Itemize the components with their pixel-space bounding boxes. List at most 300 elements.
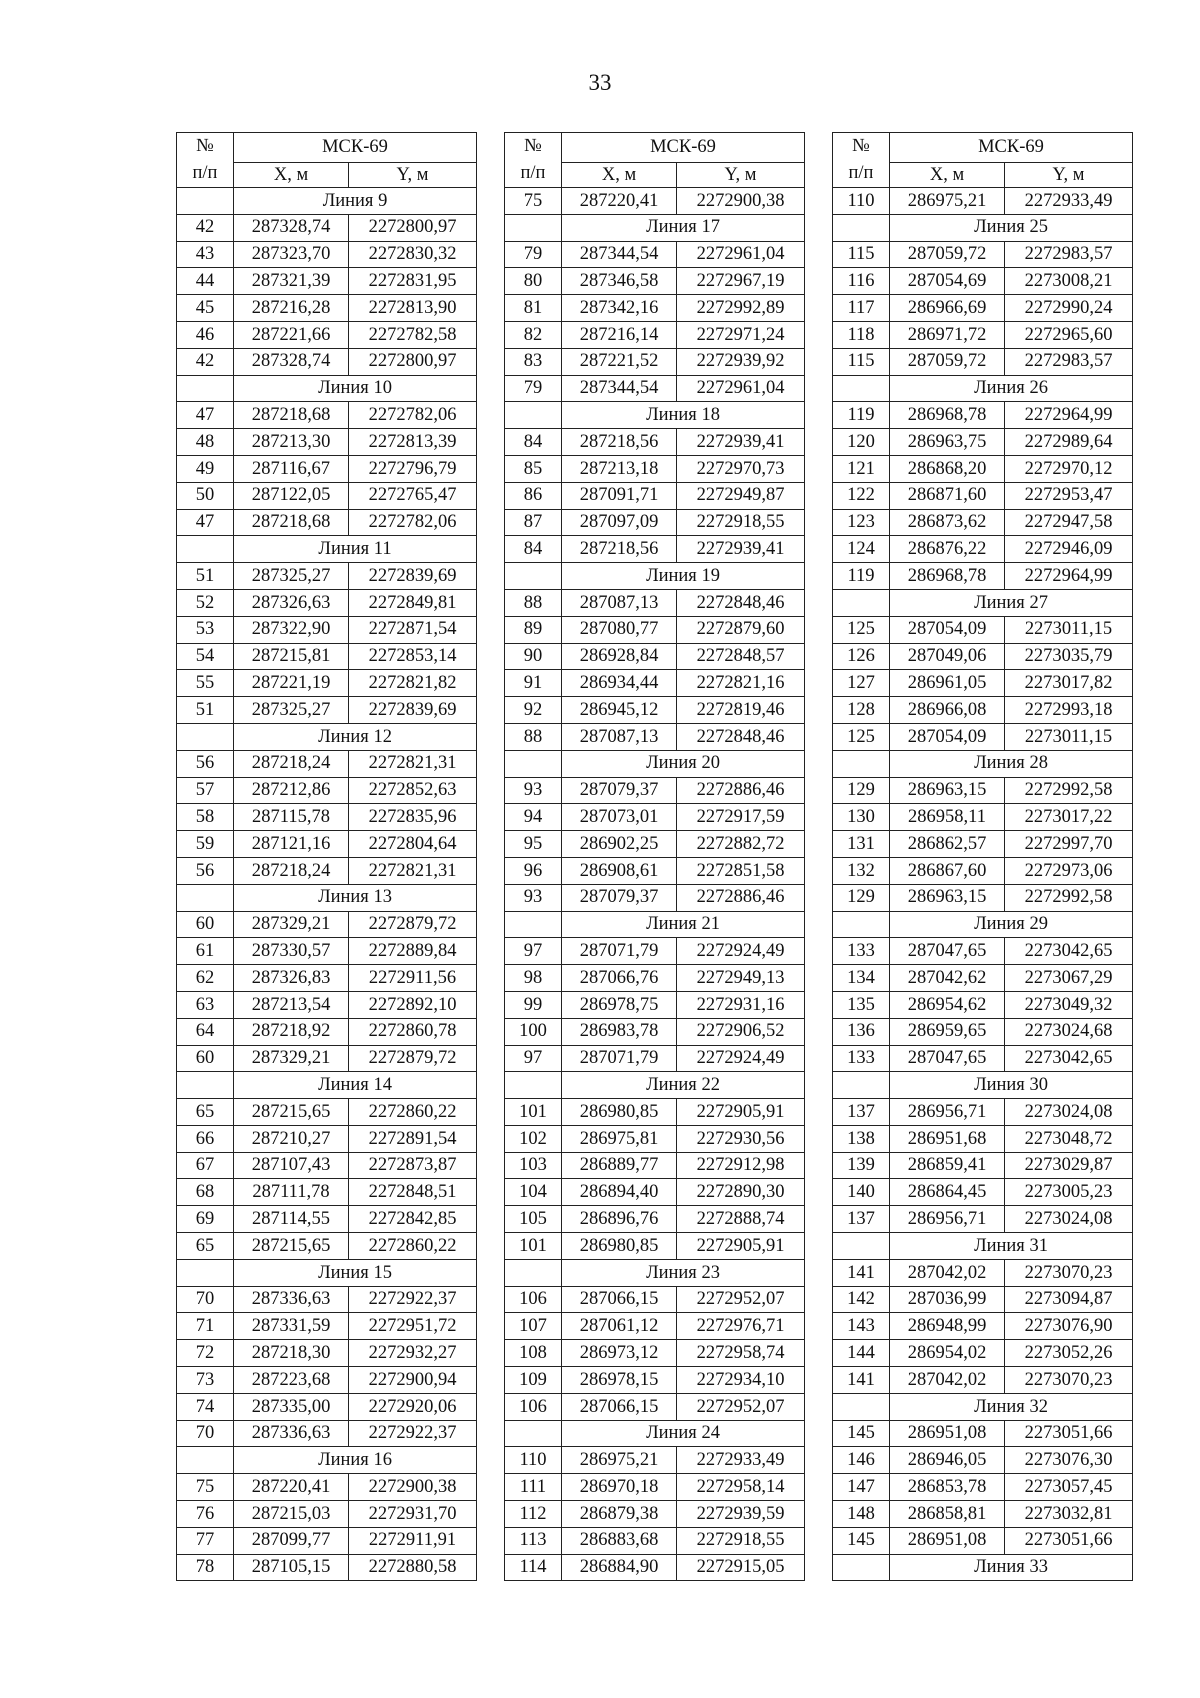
table-row xyxy=(833,1152,1133,1179)
line-title-blank xyxy=(505,402,562,429)
point-number: 142 xyxy=(833,1286,890,1313)
line-title-blank xyxy=(177,723,234,750)
header-y: Y, м xyxy=(349,163,477,188)
x-coordinate: 286968,78 xyxy=(890,563,1005,590)
table-row xyxy=(505,616,805,643)
y-coordinate: 2272852,63 xyxy=(349,777,477,804)
line-title: Линия 26 xyxy=(890,375,1133,402)
point-number: 108 xyxy=(505,1340,562,1367)
point-number: 92 xyxy=(505,697,562,724)
x-coordinate: 286862,57 xyxy=(890,831,1005,858)
x-coordinate: 286951,08 xyxy=(890,1527,1005,1554)
x-coordinate: 287220,41 xyxy=(562,188,677,215)
x-coordinate: 287122,05 xyxy=(234,482,349,509)
point-number: 76 xyxy=(177,1501,234,1528)
header-number xyxy=(505,133,562,188)
x-coordinate: 287218,24 xyxy=(234,857,349,884)
point-number: 55 xyxy=(177,670,234,697)
point-number: 136 xyxy=(833,1018,890,1045)
point-number: 82 xyxy=(505,321,562,348)
table-row xyxy=(833,1206,1133,1233)
point-number: 114 xyxy=(505,1554,562,1581)
point-number: 78 xyxy=(177,1554,234,1581)
header-number-abbr: п/п xyxy=(520,163,546,183)
y-coordinate: 2272821,82 xyxy=(349,670,477,697)
line-title-row xyxy=(505,563,805,590)
y-coordinate: 2272905,91 xyxy=(677,1099,805,1126)
line-title: Линия 23 xyxy=(562,1259,805,1286)
line-title-row xyxy=(833,1072,1133,1099)
table-row xyxy=(833,697,1133,724)
header-x: X, м xyxy=(890,163,1005,188)
line-title-row xyxy=(177,1259,477,1286)
point-number: 139 xyxy=(833,1152,890,1179)
table-row xyxy=(505,1393,805,1420)
point-number: 115 xyxy=(833,348,890,375)
coordinate-table-2 xyxy=(504,132,805,1581)
y-coordinate: 2272931,70 xyxy=(349,1501,477,1528)
y-coordinate: 2273094,87 xyxy=(1005,1286,1133,1313)
line-title-blank xyxy=(177,188,234,215)
y-coordinate: 2272804,64 xyxy=(349,831,477,858)
line-title-blank xyxy=(505,750,562,777)
y-coordinate: 2272800,97 xyxy=(349,214,477,241)
table-row xyxy=(177,589,477,616)
x-coordinate: 287105,15 xyxy=(234,1554,349,1581)
y-coordinate: 2273051,66 xyxy=(1005,1527,1133,1554)
table-row xyxy=(177,777,477,804)
table-row xyxy=(833,429,1133,456)
line-title-blank xyxy=(177,536,234,563)
table-row xyxy=(177,750,477,777)
table-row xyxy=(505,188,805,215)
line-title: Линия 21 xyxy=(562,911,805,938)
header-coordinate-system: МСК-69 xyxy=(562,133,805,163)
y-coordinate: 2272983,57 xyxy=(1005,241,1133,268)
x-coordinate: 286859,41 xyxy=(890,1152,1005,1179)
line-title-row xyxy=(177,1447,477,1474)
line-title-blank xyxy=(833,1072,890,1099)
y-coordinate: 2272851,58 xyxy=(677,857,805,884)
y-coordinate: 2272839,69 xyxy=(349,697,477,724)
point-number: 109 xyxy=(505,1367,562,1394)
y-coordinate: 2272813,90 xyxy=(349,295,477,322)
y-coordinate: 2272911,91 xyxy=(349,1527,477,1554)
point-number: 89 xyxy=(505,616,562,643)
table-row xyxy=(833,777,1133,804)
line-title-blank xyxy=(833,1393,890,1420)
y-coordinate: 2272989,64 xyxy=(1005,429,1133,456)
table-row xyxy=(177,911,477,938)
line-title: Линия 11 xyxy=(234,536,477,563)
table-row xyxy=(177,1367,477,1394)
table-row xyxy=(833,455,1133,482)
table-row xyxy=(177,1501,477,1528)
table-row xyxy=(505,1099,805,1126)
x-coordinate: 286978,15 xyxy=(562,1367,677,1394)
line-title-blank xyxy=(505,1259,562,1286)
table-row xyxy=(177,509,477,536)
x-coordinate: 286978,75 xyxy=(562,991,677,1018)
point-number: 145 xyxy=(833,1420,890,1447)
table-row xyxy=(833,831,1133,858)
y-coordinate: 2273024,08 xyxy=(1005,1099,1133,1126)
y-coordinate: 2272853,14 xyxy=(349,643,477,670)
x-coordinate: 286946,05 xyxy=(890,1447,1005,1474)
y-coordinate: 2272992,58 xyxy=(1005,777,1133,804)
line-title: Линия 24 xyxy=(562,1420,805,1447)
x-coordinate: 286970,18 xyxy=(562,1474,677,1501)
table-row xyxy=(177,1152,477,1179)
table-row xyxy=(505,241,805,268)
y-coordinate: 2272961,04 xyxy=(677,375,805,402)
x-coordinate: 286956,71 xyxy=(890,1099,1005,1126)
table-row xyxy=(505,1474,805,1501)
line-title-blank xyxy=(177,884,234,911)
x-coordinate: 287061,12 xyxy=(562,1313,677,1340)
point-number: 121 xyxy=(833,455,890,482)
table-row xyxy=(177,938,477,965)
table-row xyxy=(505,804,805,831)
x-coordinate: 287215,65 xyxy=(234,1099,349,1126)
line-title-blank xyxy=(505,563,562,590)
point-number: 59 xyxy=(177,831,234,858)
table-row xyxy=(177,1233,477,1260)
x-coordinate: 286868,20 xyxy=(890,455,1005,482)
y-coordinate: 2272939,59 xyxy=(677,1501,805,1528)
table-row xyxy=(505,831,805,858)
x-coordinate: 287215,81 xyxy=(234,643,349,670)
y-coordinate: 2272964,99 xyxy=(1005,563,1133,590)
point-number: 86 xyxy=(505,482,562,509)
table-row xyxy=(177,804,477,831)
y-coordinate: 2272831,95 xyxy=(349,268,477,295)
y-coordinate: 2272886,46 xyxy=(677,884,805,911)
x-coordinate: 287080,77 xyxy=(562,616,677,643)
x-coordinate: 287054,09 xyxy=(890,723,1005,750)
table-row xyxy=(177,1125,477,1152)
y-coordinate: 2272905,91 xyxy=(677,1233,805,1260)
x-coordinate: 287220,41 xyxy=(234,1474,349,1501)
table-row xyxy=(505,938,805,965)
table-row xyxy=(833,1099,1133,1126)
table-row xyxy=(177,402,477,429)
y-coordinate: 2272993,18 xyxy=(1005,697,1133,724)
header-number-sign: № xyxy=(524,136,542,157)
y-coordinate: 2272949,87 xyxy=(677,482,805,509)
point-number: 53 xyxy=(177,616,234,643)
line-title-blank xyxy=(833,911,890,938)
y-coordinate: 2273048,72 xyxy=(1005,1125,1133,1152)
table-row xyxy=(177,1420,477,1447)
x-coordinate: 286963,15 xyxy=(890,884,1005,911)
x-coordinate: 287054,69 xyxy=(890,268,1005,295)
table-row xyxy=(505,1313,805,1340)
point-number: 81 xyxy=(505,295,562,322)
line-title-row xyxy=(833,375,1133,402)
line-title: Линия 27 xyxy=(890,589,1133,616)
y-coordinate: 2272782,06 xyxy=(349,509,477,536)
point-number: 77 xyxy=(177,1527,234,1554)
table-row xyxy=(833,804,1133,831)
point-number: 137 xyxy=(833,1099,890,1126)
table-row xyxy=(177,697,477,724)
point-number: 122 xyxy=(833,482,890,509)
point-number: 52 xyxy=(177,589,234,616)
x-coordinate: 286954,02 xyxy=(890,1340,1005,1367)
x-coordinate: 287066,15 xyxy=(562,1286,677,1313)
point-number: 145 xyxy=(833,1527,890,1554)
table-row xyxy=(833,348,1133,375)
x-coordinate: 287210,27 xyxy=(234,1125,349,1152)
x-coordinate: 287087,13 xyxy=(562,589,677,616)
table-row xyxy=(505,723,805,750)
y-coordinate: 2273051,66 xyxy=(1005,1420,1133,1447)
y-coordinate: 2272888,74 xyxy=(677,1206,805,1233)
point-number: 137 xyxy=(833,1206,890,1233)
y-coordinate: 2272871,54 xyxy=(349,616,477,643)
x-coordinate: 286966,69 xyxy=(890,295,1005,322)
y-coordinate: 2272819,46 xyxy=(677,697,805,724)
point-number: 105 xyxy=(505,1206,562,1233)
point-number: 146 xyxy=(833,1447,890,1474)
x-coordinate: 286908,61 xyxy=(562,857,677,884)
y-coordinate: 2273024,68 xyxy=(1005,1018,1133,1045)
x-coordinate: 287115,78 xyxy=(234,804,349,831)
table-row xyxy=(833,991,1133,1018)
x-coordinate: 286971,72 xyxy=(890,321,1005,348)
table-row xyxy=(505,1125,805,1152)
line-title-row xyxy=(833,911,1133,938)
header-number xyxy=(177,133,234,188)
header-coordinate-system: МСК-69 xyxy=(890,133,1133,163)
y-coordinate: 2272906,52 xyxy=(677,1018,805,1045)
y-coordinate: 2272952,07 xyxy=(677,1286,805,1313)
point-number: 70 xyxy=(177,1286,234,1313)
point-number: 85 xyxy=(505,455,562,482)
table-row xyxy=(833,1259,1133,1286)
y-coordinate: 2272882,72 xyxy=(677,831,805,858)
point-number: 93 xyxy=(505,777,562,804)
table-row xyxy=(833,1313,1133,1340)
table-row xyxy=(177,1393,477,1420)
x-coordinate: 286864,45 xyxy=(890,1179,1005,1206)
x-coordinate: 287328,74 xyxy=(234,348,349,375)
point-number: 117 xyxy=(833,295,890,322)
point-number: 119 xyxy=(833,402,890,429)
table-row xyxy=(833,884,1133,911)
point-number: 99 xyxy=(505,991,562,1018)
table-row xyxy=(505,482,805,509)
table-row xyxy=(177,857,477,884)
point-number: 71 xyxy=(177,1313,234,1340)
y-coordinate: 2272880,58 xyxy=(349,1554,477,1581)
x-coordinate: 286871,60 xyxy=(890,482,1005,509)
table-row xyxy=(833,295,1133,322)
point-number: 141 xyxy=(833,1259,890,1286)
point-number: 140 xyxy=(833,1179,890,1206)
point-number: 45 xyxy=(177,295,234,322)
point-number: 124 xyxy=(833,536,890,563)
table-row xyxy=(505,295,805,322)
table-row xyxy=(177,1179,477,1206)
table-row xyxy=(505,1018,805,1045)
x-coordinate: 286884,90 xyxy=(562,1554,677,1581)
line-title: Линия 14 xyxy=(234,1072,477,1099)
y-coordinate: 2273011,15 xyxy=(1005,723,1133,750)
x-coordinate: 286958,11 xyxy=(890,804,1005,831)
point-number: 50 xyxy=(177,482,234,509)
table-row xyxy=(833,509,1133,536)
x-coordinate: 287328,74 xyxy=(234,214,349,241)
x-coordinate: 287116,67 xyxy=(234,455,349,482)
header-x: X, м xyxy=(234,163,349,188)
header-x: X, м xyxy=(562,163,677,188)
table-row xyxy=(177,1527,477,1554)
line-title-row xyxy=(833,750,1133,777)
point-number: 49 xyxy=(177,455,234,482)
x-coordinate: 286934,44 xyxy=(562,670,677,697)
point-number: 101 xyxy=(505,1099,562,1126)
y-coordinate: 2272924,49 xyxy=(677,1045,805,1072)
y-coordinate: 2272949,13 xyxy=(677,965,805,992)
y-coordinate: 2272961,04 xyxy=(677,241,805,268)
y-coordinate: 2272860,22 xyxy=(349,1233,477,1260)
line-title-row xyxy=(505,750,805,777)
table-row xyxy=(177,1340,477,1367)
point-number: 129 xyxy=(833,777,890,804)
x-coordinate: 286980,85 xyxy=(562,1233,677,1260)
point-number: 132 xyxy=(833,857,890,884)
y-coordinate: 2272922,37 xyxy=(349,1420,477,1447)
y-coordinate: 2272873,87 xyxy=(349,1152,477,1179)
header-number-abbr: п/п xyxy=(848,163,874,183)
y-coordinate: 2272821,31 xyxy=(349,857,477,884)
point-number: 66 xyxy=(177,1125,234,1152)
x-coordinate: 287323,70 xyxy=(234,241,349,268)
line-title: Линия 10 xyxy=(234,375,477,402)
x-coordinate: 287047,65 xyxy=(890,1045,1005,1072)
table-row xyxy=(505,375,805,402)
point-number: 70 xyxy=(177,1420,234,1447)
x-coordinate: 286951,08 xyxy=(890,1420,1005,1447)
y-coordinate: 2272891,54 xyxy=(349,1125,477,1152)
point-number: 101 xyxy=(505,1233,562,1260)
x-coordinate: 286975,81 xyxy=(562,1125,677,1152)
table-row xyxy=(505,1367,805,1394)
point-number: 116 xyxy=(833,268,890,295)
y-coordinate: 2272964,99 xyxy=(1005,402,1133,429)
y-coordinate: 2273076,90 xyxy=(1005,1313,1133,1340)
point-number: 97 xyxy=(505,938,562,965)
x-coordinate: 287218,56 xyxy=(562,429,677,456)
table-row xyxy=(177,1474,477,1501)
x-coordinate: 287212,86 xyxy=(234,777,349,804)
point-number: 125 xyxy=(833,616,890,643)
x-coordinate: 287079,37 xyxy=(562,884,677,911)
point-number: 112 xyxy=(505,1501,562,1528)
point-number: 83 xyxy=(505,348,562,375)
line-title-blank xyxy=(505,1072,562,1099)
line-title-row xyxy=(505,1072,805,1099)
header-row xyxy=(177,133,477,163)
x-coordinate: 286867,60 xyxy=(890,857,1005,884)
point-number: 46 xyxy=(177,321,234,348)
point-number: 106 xyxy=(505,1286,562,1313)
y-coordinate: 2272900,94 xyxy=(349,1367,477,1394)
x-coordinate: 287221,19 xyxy=(234,670,349,697)
x-coordinate: 286896,76 xyxy=(562,1206,677,1233)
table-row xyxy=(833,723,1133,750)
x-coordinate: 287325,27 xyxy=(234,697,349,724)
table-row xyxy=(177,295,477,322)
y-coordinate: 2273035,79 xyxy=(1005,643,1133,670)
point-number: 134 xyxy=(833,965,890,992)
line-title: Линия 33 xyxy=(890,1554,1133,1581)
y-coordinate: 2272939,41 xyxy=(677,536,805,563)
x-coordinate: 287344,54 xyxy=(562,375,677,402)
x-coordinate: 287329,21 xyxy=(234,911,349,938)
line-title: Линия 22 xyxy=(562,1072,805,1099)
line-title-blank xyxy=(177,1259,234,1286)
x-coordinate: 287047,65 xyxy=(890,938,1005,965)
y-coordinate: 2272992,89 xyxy=(677,295,805,322)
y-coordinate: 2272922,37 xyxy=(349,1286,477,1313)
y-coordinate: 2272930,56 xyxy=(677,1125,805,1152)
y-coordinate: 2273070,23 xyxy=(1005,1367,1133,1394)
page-number: 33 xyxy=(588,70,612,95)
point-number: 56 xyxy=(177,857,234,884)
point-number: 96 xyxy=(505,857,562,884)
y-coordinate: 2272821,31 xyxy=(349,750,477,777)
header-number-sign: № xyxy=(852,136,870,157)
point-number: 60 xyxy=(177,1045,234,1072)
y-coordinate: 2273005,23 xyxy=(1005,1179,1133,1206)
y-coordinate: 2272848,46 xyxy=(677,723,805,750)
table-row xyxy=(505,589,805,616)
table-row xyxy=(505,670,805,697)
x-coordinate: 287107,43 xyxy=(234,1152,349,1179)
line-title-row xyxy=(177,188,477,215)
x-coordinate: 287213,54 xyxy=(234,991,349,1018)
line-title: Линия 31 xyxy=(890,1233,1133,1260)
x-coordinate: 287218,68 xyxy=(234,402,349,429)
point-number: 125 xyxy=(833,723,890,750)
table-row xyxy=(177,1206,477,1233)
line-title-row xyxy=(177,375,477,402)
x-coordinate: 287073,01 xyxy=(562,804,677,831)
y-coordinate: 2272952,07 xyxy=(677,1393,805,1420)
table-row xyxy=(505,884,805,911)
line-title-blank xyxy=(177,1072,234,1099)
line-title: Линия 25 xyxy=(890,214,1133,241)
point-number: 104 xyxy=(505,1179,562,1206)
table-row xyxy=(505,1447,805,1474)
y-coordinate: 2272782,06 xyxy=(349,402,477,429)
point-number: 148 xyxy=(833,1501,890,1528)
header-y: Y, м xyxy=(677,163,805,188)
point-number: 43 xyxy=(177,241,234,268)
y-coordinate: 2273042,65 xyxy=(1005,1045,1133,1072)
point-number: 141 xyxy=(833,1367,890,1394)
table-row xyxy=(833,241,1133,268)
line-title: Линия 30 xyxy=(890,1072,1133,1099)
table-row xyxy=(833,563,1133,590)
x-coordinate: 286975,21 xyxy=(562,1447,677,1474)
x-coordinate: 286966,08 xyxy=(890,697,1005,724)
y-coordinate: 2272970,12 xyxy=(1005,455,1133,482)
line-title: Линия 28 xyxy=(890,750,1133,777)
